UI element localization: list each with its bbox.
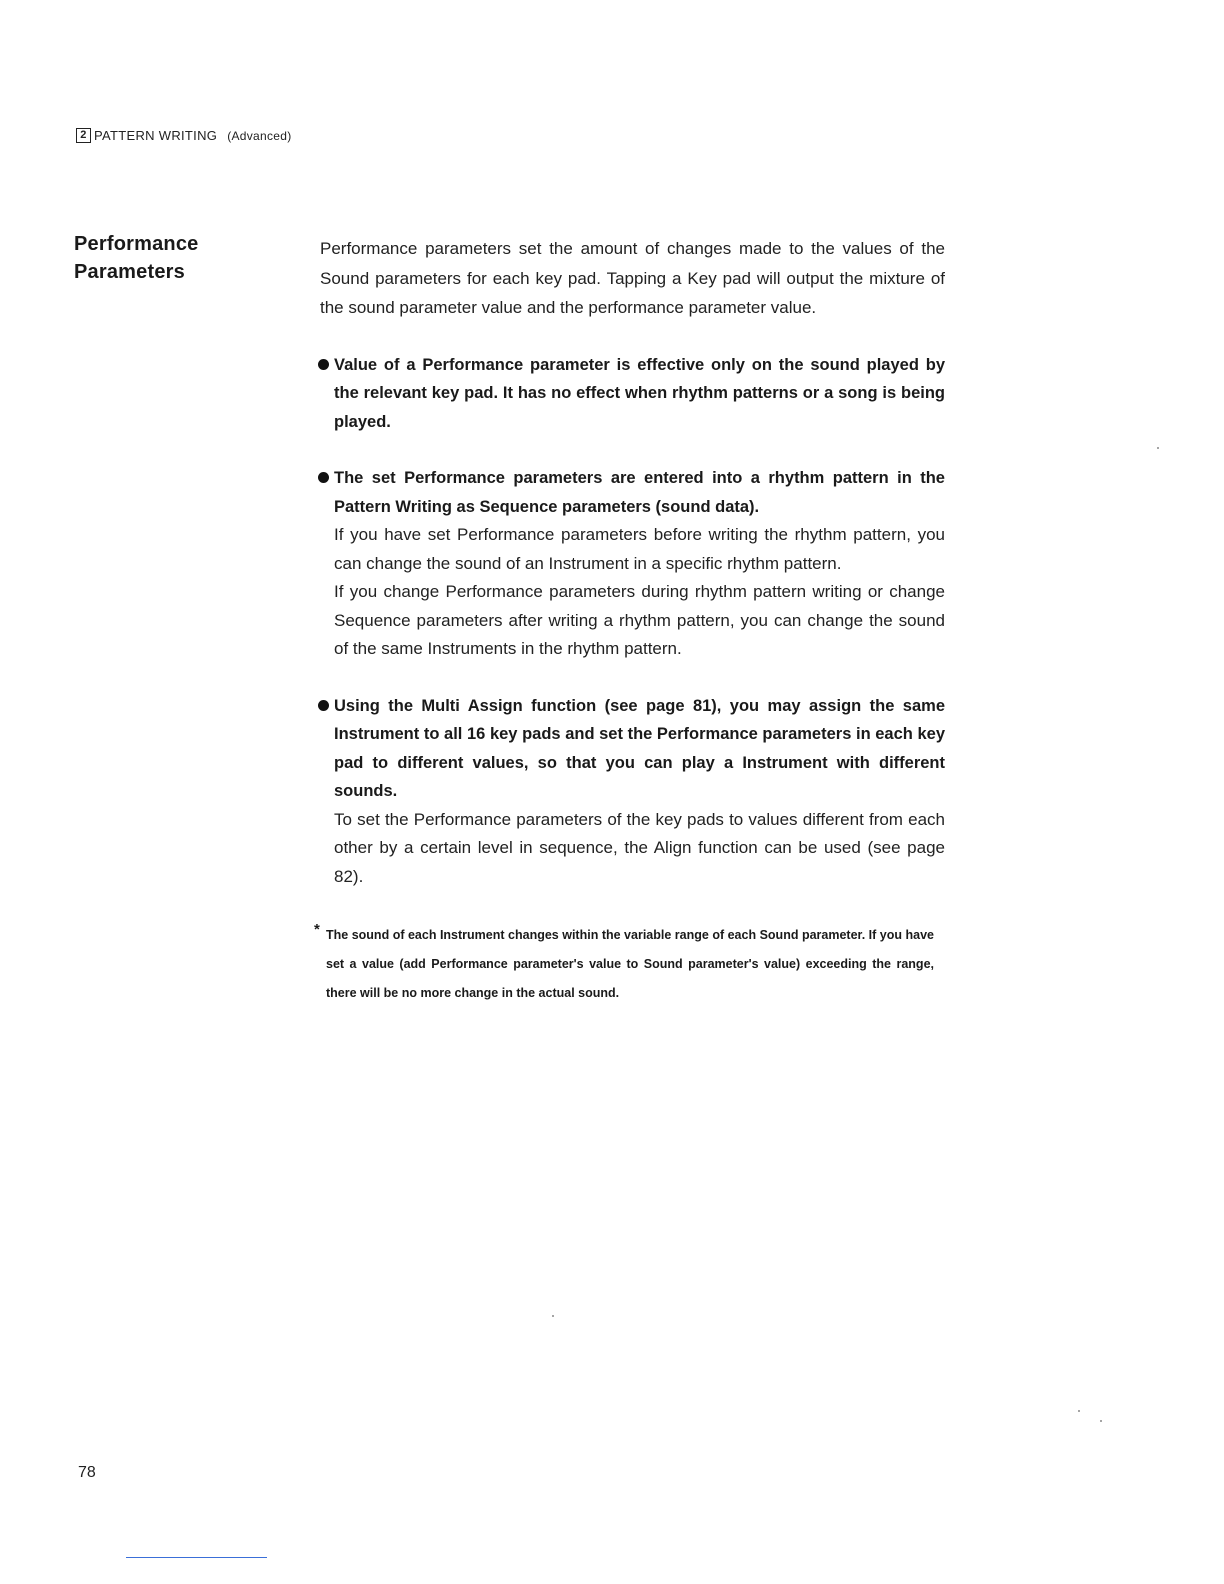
bullet-2-bold-text: The set Performance parameters are entered into a rhythm pattern in the Pattern Writing as Sequence parameters (sound data). (334, 469, 945, 516)
bottom-rule (126, 1557, 267, 1558)
bullet-item-2 (320, 464, 945, 664)
bullet-1-bold-text: Value of a Performance parameter is effective only on the sound played by the relevant key pad. It has no effect when rhythm patterns or a song is being played. (334, 355, 945, 431)
footnote (314, 921, 934, 1008)
header-title: PATTERN WRITING (94, 128, 218, 143)
footnote-text: The sound of each Instrument changes within the variable range of each Sound parameter. If you have set a value (add Performance parameter's value to Sound parameter's value) exceeding the range, there will be no more change in the actual sound. (326, 928, 934, 1000)
section-heading (74, 230, 198, 286)
bullet-item-3 (320, 692, 945, 892)
bullet-2-paragraph-2: If you change Performance parameters during rhythm pattern writing or change Sequence parameters after writing a rhythm pattern, you can change the sound of the same Instruments in the rhythm pattern. (334, 582, 945, 658)
body-column (314, 234, 945, 1008)
scan-speck (1078, 1410, 1080, 1412)
bullet-item-1 (320, 351, 945, 437)
section-heading-line-1: Performance (74, 233, 199, 255)
bullet-dot-icon (318, 359, 329, 370)
header-subtitle: (Advanced) (227, 128, 292, 143)
section-heading-line-2: Parameters (74, 261, 185, 283)
page-number: 78 (78, 1464, 96, 1481)
scan-speck (1157, 447, 1159, 449)
intro-paragraph: Performance parameters set the amount of changes made to the values of the Sound parameters for each key pad. Tapping a Key pad will output the mixture of the sound parameter value and the performance parameter value. (320, 239, 945, 317)
bullet-3-paragraph-1: To set the Performance parameters of the key pads to values different from each other by a certain level in sequence, the Align function can be used (see page 82). (334, 809, 945, 886)
chapter-number-box: 2 (76, 128, 91, 143)
bullet-dot-icon (318, 472, 329, 483)
scan-speck (1100, 1420, 1102, 1422)
bullet-2-paragraph-1: If you have set Performance parameters before writing the rhythm pattern, you can change the sound of an Instrument in a specific rhythm pattern. (334, 525, 945, 573)
bullet-dot-icon (318, 700, 329, 711)
bullet-3-bold-text: Using the Multi Assign function (see page 81), you may assign the same Instrument to all 16 key pads and set the Performance parameters in each key pad to different values, so that you can play a Instrument with different sounds. (334, 696, 945, 800)
scan-speck (552, 1315, 554, 1317)
asterisk-icon: * (314, 921, 320, 938)
running-header (76, 128, 292, 143)
